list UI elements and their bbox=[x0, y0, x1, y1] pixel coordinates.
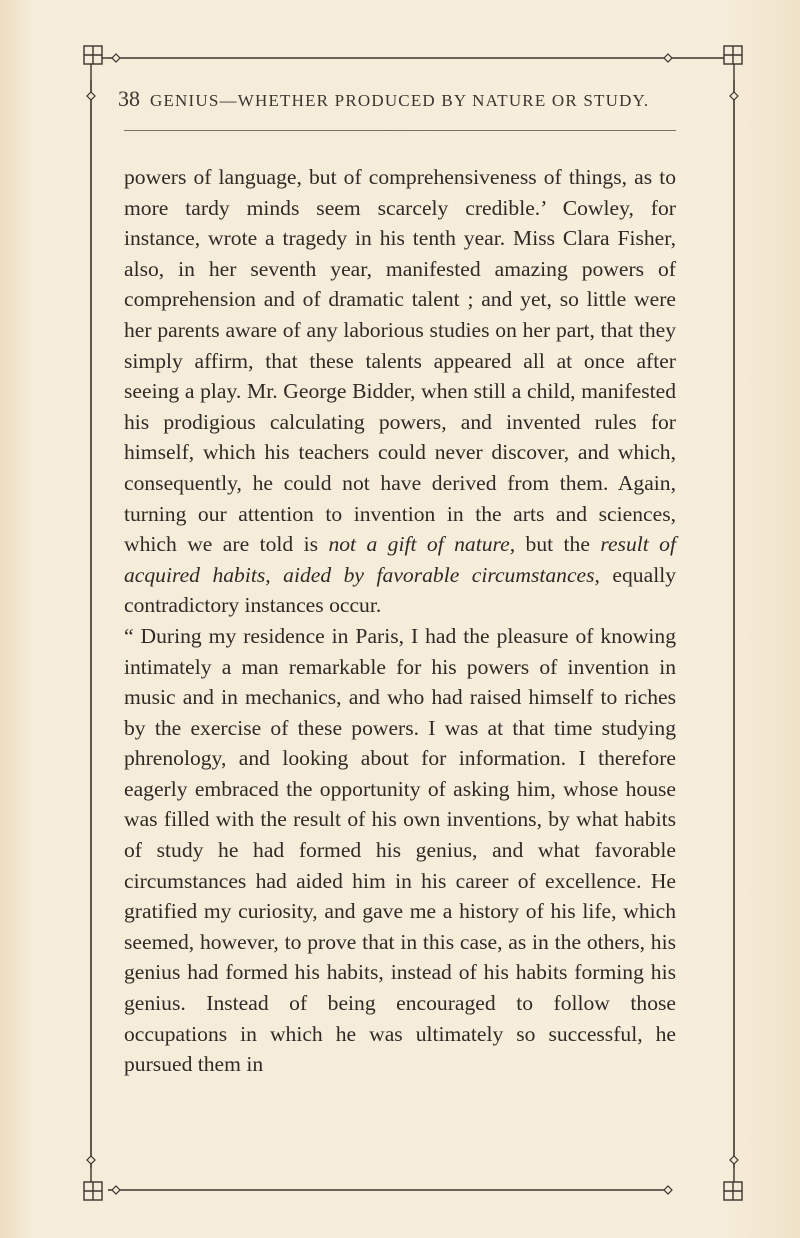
corner-ornament-icon bbox=[84, 46, 108, 80]
running-title: GENIUS—WHETHER PRODUCED BY NATURE OR STUDY. bbox=[150, 91, 650, 110]
diamond-icon bbox=[730, 1156, 738, 1164]
diamond-icon bbox=[730, 92, 738, 100]
diamond-icon bbox=[112, 1186, 120, 1194]
corner-ornament-icon bbox=[84, 1168, 102, 1200]
paragraph: powers of language, but of comprehensiveness of things, as to more tardy minds seem scarcely credible.’ Cowley, for instance, wrote a tragedy in his tenth year. Miss Clara Fisher, also, in her seventh year, manifested amazing powers of comprehension and of dramatic talent ; and yet, so little were her parents aware of any laborious studies on her part, that they simply affirm, that these talents appeared all at once after seeing a play. Mr. George Bidder, when still a child, manifested his prodigious calculating powers, and invented rules for himself, which his teachers could never discover, and which, consequently, he could not have derived from them. Again, turning our attention to invention in the arts and sciences, which we are told is not a gift of nature, but the result of acquired habits, aided by favorable circumstances, equally contradictory instances occur. bbox=[124, 165, 676, 618]
diamond-icon bbox=[112, 54, 120, 62]
italic-phrase: not a gift of nature, bbox=[328, 532, 516, 557]
corner-ornament-icon bbox=[668, 46, 742, 80]
running-header bbox=[118, 86, 708, 112]
page-number: 38 bbox=[118, 86, 140, 111]
body-text bbox=[124, 162, 676, 1080]
diamond-icon bbox=[664, 54, 672, 62]
header-rule bbox=[124, 130, 676, 131]
corner-ornament-icon bbox=[724, 1168, 742, 1200]
paragraph-quote: “ During my residence in Paris, I had the pleasure of knowing intimately a man remarkable for his powers of invention in music and in mechanics, and who had raised himself to riches by the exercise of these powers. I was at that time studying phrenology, and looking about for information. I therefore eagerly embraced the opportunity of asking him, whose house was filled with the result of his own inventions, by what habits of study he had formed his genius, and what favorable circumstances had aided him in his career of excellence. He gratified my curiosity, and gave me a history of his life, which seemed, however, to prove that in this case, as in the others, his genius had formed his habits, instead of his habits forming his genius. Instead of being encouraged to follow those occupations in which he was ultimately so successful, he pursued them in bbox=[124, 623, 676, 1077]
diamond-icon bbox=[87, 92, 95, 100]
italic-phrase: result of acquired habits, aided by favorable circumstances, bbox=[124, 532, 676, 587]
diamond-icon bbox=[87, 1156, 95, 1164]
diamond-icon bbox=[664, 1186, 672, 1194]
